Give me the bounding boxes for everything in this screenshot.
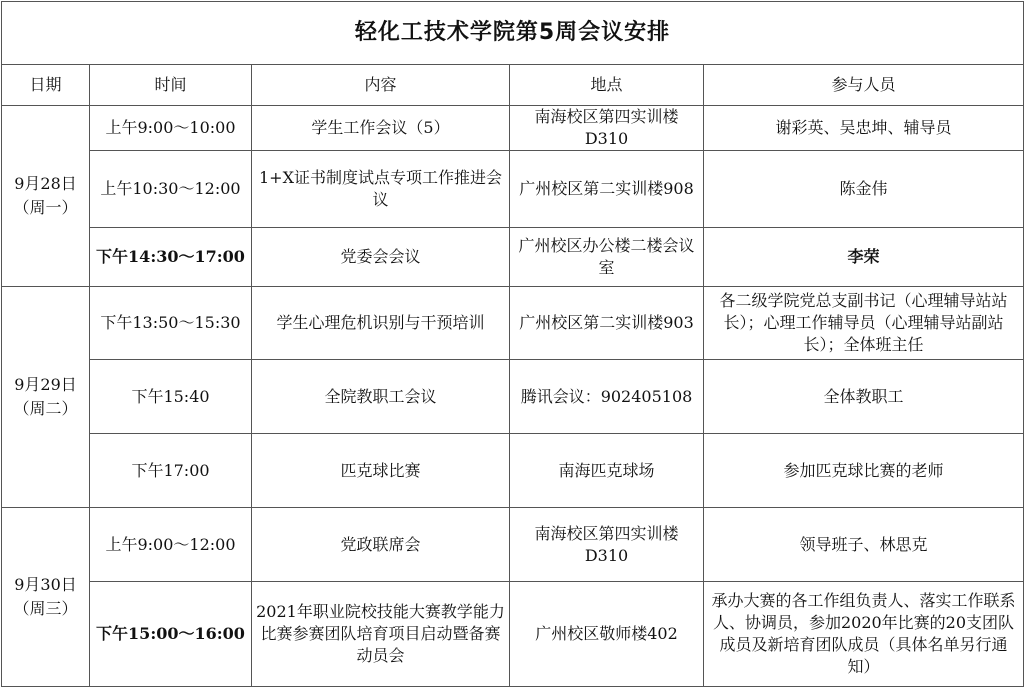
participants-cell: 李荣 — [704, 228, 1024, 287]
content-cell: 1+X证书制度试点专项工作推进会议 — [252, 151, 510, 228]
time-cell: 上午10:30～12:00 — [90, 151, 252, 228]
header-row — [2, 65, 1024, 106]
content-cell: 党委会会议 — [252, 228, 510, 287]
time-cell: 上午9:00～12:00 — [90, 508, 252, 582]
weekday-label: （周二） — [13, 399, 78, 418]
location-cell: 南海校区第四实训楼D310 — [510, 106, 704, 151]
time-cell: 下午15:00～16:00 — [90, 582, 252, 687]
header-date: 日期 — [2, 65, 90, 106]
table-row — [2, 151, 1024, 228]
participants-cell: 承办大赛的各工作组负责人、落实工作联系人、协调员，参加2020年比赛的20支团队成员及新培育团队成员（具体名单另行通知） — [704, 582, 1024, 687]
location-cell: 腾讯会议：902405108 — [510, 360, 704, 434]
content-cell: 2021年职业院校技能大赛教学能力比赛参赛团队培育项目启动暨备赛动员会 — [252, 582, 510, 687]
location-cell: 南海匹克球场 — [510, 434, 704, 508]
content-cell: 匹克球比赛 — [252, 434, 510, 508]
header-content: 内容 — [252, 65, 510, 106]
time-cell: 下午14:30～17:00 — [90, 228, 252, 287]
date-label: 9月30日 — [14, 575, 77, 594]
content-cell: 全院教职工会议 — [252, 360, 510, 434]
date-cell — [2, 287, 90, 508]
participants-cell: 参加匹克球比赛的老师 — [704, 434, 1024, 508]
page-title: 轻化工技术学院第5周会议安排 — [2, 2, 1024, 65]
content-cell: 党政联席会 — [252, 508, 510, 582]
date-label: 9月29日 — [14, 375, 77, 394]
time-cell: 下午13:50～15:30 — [90, 287, 252, 360]
table-row — [2, 287, 1024, 360]
time-cell: 上午9:00～10:00 — [90, 106, 252, 151]
time-cell: 下午15:40 — [90, 360, 252, 434]
weekday-label: （周三） — [13, 599, 78, 618]
content-cell: 学生工作会议（5） — [252, 106, 510, 151]
location-cell: 广州校区第二实训楼908 — [510, 151, 704, 228]
participants-cell: 各二级学院党总支副书记（心理辅导站站长）；心理工作辅导员（心理辅导站副站长）；全体班主任 — [704, 287, 1024, 360]
date-cell — [2, 508, 90, 687]
header-location: 地点 — [510, 65, 704, 106]
table-row — [2, 228, 1024, 287]
participants-cell: 全体教职工 — [704, 360, 1024, 434]
date-label: 9月28日 — [14, 174, 77, 193]
header-participants: 参与人员 — [704, 65, 1024, 106]
table-row — [2, 106, 1024, 151]
content-cell: 学生心理危机识别与干预培训 — [252, 287, 510, 360]
table-row — [2, 582, 1024, 687]
header-time: 时间 — [90, 65, 252, 106]
date-cell — [2, 106, 90, 287]
table-row — [2, 434, 1024, 508]
table-row — [2, 508, 1024, 582]
participants-cell: 领导班子、林思克 — [704, 508, 1024, 582]
time-cell: 下午17:00 — [90, 434, 252, 508]
location-cell: 广州校区办公楼二楼会议室 — [510, 228, 704, 287]
participants-cell: 谢彩英、吴忠坤、辅导员 — [704, 106, 1024, 151]
meeting-schedule-table — [1, 1, 1024, 687]
participants-cell: 陈金伟 — [704, 151, 1024, 228]
location-cell: 广州校区敬师楼402 — [510, 582, 704, 687]
location-cell: 南海校区第四实训楼D310 — [510, 508, 704, 582]
weekday-label: （周一） — [13, 198, 78, 217]
table-row — [2, 360, 1024, 434]
location-cell: 广州校区第二实训楼903 — [510, 287, 704, 360]
